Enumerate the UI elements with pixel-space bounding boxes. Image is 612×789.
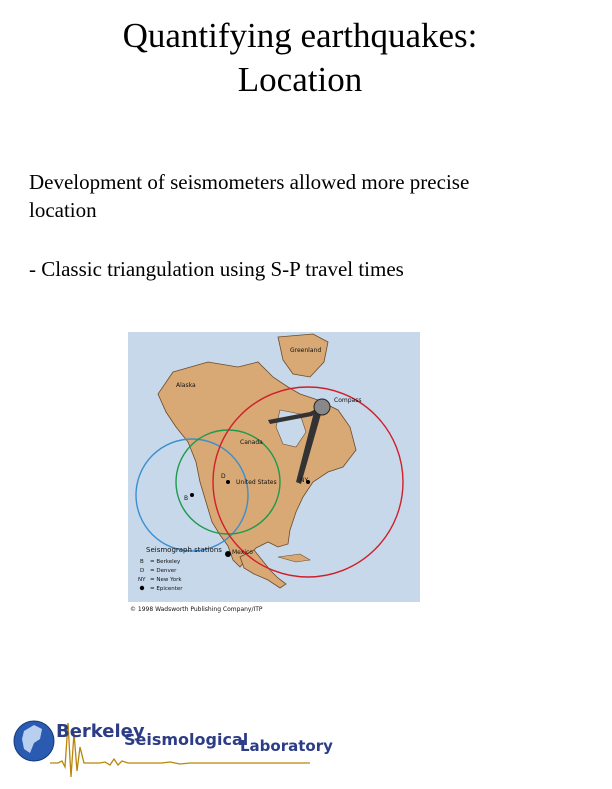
epicenter-marker (225, 551, 231, 557)
label-b: B (184, 495, 189, 502)
body-line-2: location (29, 198, 97, 222)
logo-word-laboratory: Laboratory (240, 737, 333, 755)
title-line-1: Quantifying earthquakes: (122, 16, 478, 55)
label-mexico: Mexico (232, 549, 253, 556)
map-copyright: © 1998 Wadsworth Publishing Company/ITP (130, 606, 263, 613)
label-ny: NY (300, 477, 309, 484)
logo-word-berkeley: Berkeley (56, 721, 145, 742)
label-compass: Compass (334, 397, 362, 404)
berkeley-seismological-laboratory-logo (10, 715, 340, 779)
bullet-triangulation: - Classic triangulation using S-P travel times (29, 257, 404, 281)
label-alaska: Alaska (176, 382, 196, 389)
berkeley-station-marker (190, 493, 194, 497)
slide-title (0, 14, 600, 102)
label-united-states: United States (236, 479, 277, 486)
body-paragraph (29, 168, 589, 224)
triangulation-map (128, 332, 420, 614)
label-greenland: Greenland (290, 347, 322, 354)
legend-epicenter: = Epicenter (150, 586, 183, 592)
logo-word-seismological: Seismological (124, 730, 249, 749)
legend-denver: = Denver (150, 568, 177, 574)
label-d: D (221, 473, 226, 480)
legend-letter-b: B (140, 559, 144, 565)
legend-berkeley: = Berkeley (150, 559, 181, 565)
legend-new-york: = New York (150, 577, 182, 583)
title-line-2: Location (237, 60, 363, 99)
label-canada: Canada (240, 439, 263, 446)
legend-epicenter-symbol (140, 586, 144, 590)
legend-title: Seismograph stations (146, 546, 222, 554)
body-line-1: Development of seismometers allowed more precise (29, 170, 470, 194)
legend-letter-ny: NY (138, 577, 146, 583)
legend-letter-d: D (140, 568, 145, 574)
denver-station-marker (226, 480, 230, 484)
